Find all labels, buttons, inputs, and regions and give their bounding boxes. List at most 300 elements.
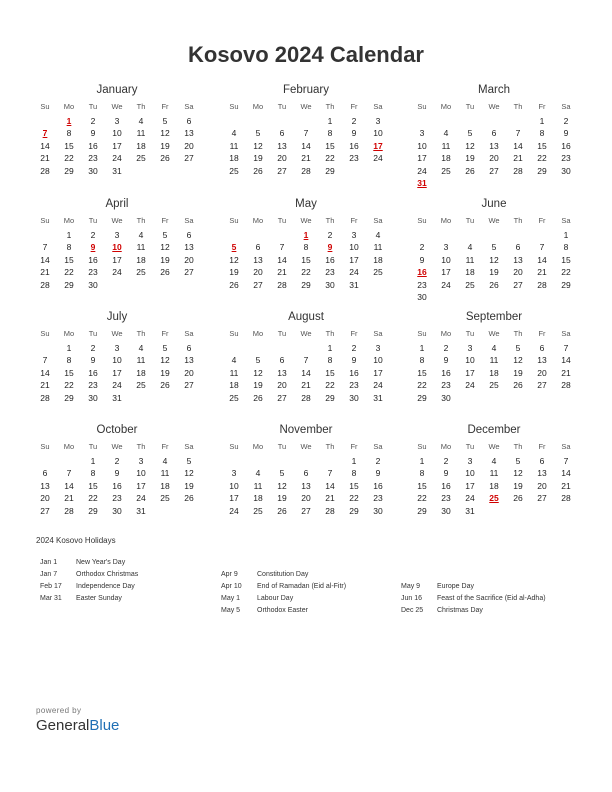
day-blank	[482, 115, 506, 127]
weekday-header: We	[111, 216, 123, 225]
day-cell: 26	[184, 493, 194, 504]
weekday-header: Th	[513, 216, 523, 225]
day-cell: 8	[563, 242, 569, 253]
day-cell: 15	[301, 254, 311, 265]
holidays-title: 2024 Kosovo Holidays	[36, 536, 116, 545]
weekday-header: Tu	[277, 442, 287, 451]
day-cell: 14	[64, 480, 74, 491]
day-cell: 12	[160, 355, 170, 366]
day-cell: 9	[90, 355, 96, 366]
day-cell: 4	[375, 230, 381, 240]
holiday-day-cell: 17	[373, 140, 383, 151]
day-cell: 6	[491, 128, 497, 139]
day-blank	[222, 115, 246, 127]
day-cell: 3	[419, 128, 425, 139]
holiday-day-cell: 9	[327, 242, 333, 253]
day-cell: 6	[186, 343, 192, 353]
day-cell: 24	[465, 380, 475, 391]
holiday-name: Orthodox Easter	[257, 607, 308, 614]
day-cell: 23	[88, 153, 98, 164]
day-cell: 11	[136, 128, 146, 139]
weekday-header: We	[300, 102, 312, 111]
day-cell: 17	[373, 367, 383, 378]
holiday-date: Apr 9	[221, 571, 238, 578]
day-cell: 14	[40, 140, 50, 151]
day-cell: 24	[136, 493, 146, 504]
day-cell: 23	[112, 493, 122, 504]
weekday-header: Mo	[63, 216, 75, 225]
day-cell: 22	[88, 493, 98, 504]
day-cell: 16	[349, 140, 359, 151]
day-cell: 10	[465, 355, 475, 366]
month-days-grid	[222, 98, 390, 177]
weekday-header: Tu	[88, 102, 98, 111]
day-cell: 25	[229, 165, 239, 176]
day-cell: 4	[467, 242, 473, 253]
weekday-header: Su	[417, 442, 427, 451]
day-blank	[246, 342, 270, 354]
day-cell: 11	[489, 468, 499, 479]
day-cell: 24	[112, 267, 122, 278]
weekday-header: Th	[513, 442, 523, 451]
day-cell: 12	[253, 140, 263, 151]
day-blank	[294, 115, 318, 127]
day-cell: 22	[64, 380, 74, 391]
day-cell: 19	[229, 267, 239, 278]
holiday-row	[401, 581, 546, 593]
day-cell: 29	[64, 165, 74, 176]
day-cell: 17	[349, 254, 359, 265]
day-cell: 29	[64, 392, 74, 403]
holiday-day-cell: 31	[417, 177, 427, 188]
weekday-header: Sa	[373, 442, 383, 451]
day-cell: 1	[66, 343, 72, 353]
day-cell: 2	[90, 230, 96, 240]
day-cell: 21	[513, 153, 523, 164]
month-august	[222, 309, 390, 404]
day-cell: 29	[88, 505, 98, 516]
day-cell: 6	[515, 242, 521, 253]
day-blank	[222, 455, 246, 467]
day-cell: 17	[112, 254, 122, 265]
day-cell: 11	[229, 367, 239, 378]
day-cell: 13	[537, 355, 547, 366]
day-cell: 26	[489, 279, 499, 290]
day-cell: 9	[419, 254, 425, 265]
weekday-header: Fr	[350, 442, 358, 451]
day-blank	[33, 455, 57, 467]
day-cell: 20	[513, 267, 523, 278]
month-name: November	[279, 424, 333, 436]
day-cell: 8	[419, 355, 425, 366]
day-cell: 16	[373, 480, 383, 491]
day-cell: 4	[162, 456, 168, 466]
weekday-header: Sa	[561, 329, 571, 338]
weekday-header: We	[111, 102, 123, 111]
day-cell: 24	[229, 505, 239, 516]
day-cell: 2	[351, 343, 357, 353]
day-cell: 24	[441, 279, 451, 290]
day-cell: 17	[465, 480, 475, 491]
day-cell: 7	[279, 242, 285, 253]
day-cell: 12	[160, 242, 170, 253]
weekday-header: Su	[417, 329, 427, 338]
holiday-date: May 1	[221, 595, 241, 602]
holiday-name: Constitution Day	[257, 571, 309, 578]
day-cell: 2	[351, 116, 357, 126]
day-cell: 16	[325, 254, 335, 265]
day-cell: 3	[467, 456, 473, 466]
holiday-date: May 5	[221, 607, 241, 614]
day-cell: 30	[561, 165, 571, 176]
day-cell: 15	[561, 254, 571, 265]
weekday-header: Tu	[465, 329, 475, 338]
day-cell: 22	[349, 493, 359, 504]
day-cell: 12	[160, 128, 170, 139]
month-march	[410, 82, 578, 189]
weekday-header: Mo	[252, 216, 264, 225]
day-cell: 21	[40, 153, 50, 164]
day-cell: 2	[90, 343, 96, 353]
day-cell: 29	[561, 279, 571, 290]
holiday-date: Jun 16	[401, 595, 423, 602]
day-cell: 15	[325, 367, 335, 378]
day-cell: 4	[491, 343, 497, 353]
day-cell: 16	[561, 140, 571, 151]
weekday-header: Fr	[350, 216, 358, 225]
day-cell: 18	[489, 367, 499, 378]
weekday-header: Tu	[465, 442, 475, 451]
day-blank	[410, 229, 434, 241]
day-cell: 27	[184, 380, 194, 391]
day-cell: 13	[184, 128, 194, 139]
day-cell: 27	[40, 505, 50, 516]
day-cell: 28	[40, 165, 50, 176]
weekday-header: We	[111, 329, 123, 338]
day-cell: 10	[229, 480, 239, 491]
holiday-day-cell: 1	[66, 116, 72, 126]
day-cell: 21	[561, 480, 571, 491]
day-cell: 19	[253, 153, 263, 164]
day-cell: 11	[136, 242, 146, 253]
weekday-header: Fr	[161, 329, 169, 338]
day-cell: 16	[441, 480, 451, 491]
powered-by-text: powered by	[36, 706, 82, 715]
day-blank	[434, 115, 458, 127]
day-cell: 1	[539, 116, 545, 126]
day-cell: 26	[465, 165, 475, 176]
weekday-header: We	[300, 442, 312, 451]
day-cell: 12	[184, 468, 194, 479]
day-cell: 27	[537, 380, 547, 391]
holiday-name: Feast of the Sacrifice (Eid al-Adha)	[437, 595, 546, 602]
holiday-date: Apr 10	[221, 583, 242, 590]
day-cell: 16	[441, 367, 451, 378]
day-cell: 18	[136, 140, 146, 151]
day-blank	[482, 229, 506, 241]
day-cell: 21	[537, 267, 547, 278]
holiday-name: Christmas Day	[437, 607, 483, 614]
day-blank	[57, 455, 81, 467]
day-cell: 23	[88, 267, 98, 278]
day-cell: 8	[327, 355, 333, 366]
logo-general-text: General	[36, 717, 90, 734]
holiday-name: Easter Sunday	[76, 595, 122, 602]
day-cell: 22	[417, 380, 427, 391]
day-cell: 17	[112, 140, 122, 151]
weekday-header: Su	[40, 329, 50, 338]
day-cell: 7	[303, 128, 309, 139]
generalblue-logo[interactable]	[36, 717, 119, 734]
day-cell: 31	[465, 505, 475, 516]
day-cell: 13	[184, 242, 194, 253]
day-cell: 29	[325, 165, 335, 176]
day-cell: 28	[40, 279, 50, 290]
day-blank	[434, 229, 458, 241]
month-april	[33, 196, 201, 291]
day-blank	[458, 229, 482, 241]
day-cell: 7	[515, 128, 521, 139]
day-cell: 24	[373, 153, 383, 164]
day-cell: 18	[229, 380, 239, 391]
weekday-header: We	[488, 102, 500, 111]
day-cell: 31	[112, 392, 122, 403]
day-cell: 25	[489, 380, 499, 391]
day-cell: 14	[301, 140, 311, 151]
day-cell: 26	[160, 267, 170, 278]
day-cell: 23	[349, 380, 359, 391]
holiday-row	[40, 593, 138, 605]
day-cell: 25	[441, 165, 451, 176]
day-cell: 23	[373, 493, 383, 504]
day-cell: 12	[465, 140, 475, 151]
weekday-header: We	[111, 442, 123, 451]
day-cell: 25	[373, 267, 383, 278]
weekday-header: Th	[325, 216, 335, 225]
day-blank	[294, 455, 318, 467]
day-cell: 17	[112, 367, 122, 378]
holiday-row	[40, 557, 138, 569]
day-cell: 7	[563, 343, 569, 353]
day-cell: 29	[325, 392, 335, 403]
day-cell: 3	[114, 230, 120, 240]
day-cell: 5	[279, 468, 285, 479]
day-cell: 3	[114, 116, 120, 126]
day-cell: 3	[231, 468, 237, 479]
day-cell: 14	[325, 480, 335, 491]
day-blank	[246, 115, 270, 127]
day-cell: 30	[441, 392, 451, 403]
weekday-header: Sa	[184, 442, 194, 451]
weekday-header: Sa	[373, 216, 383, 225]
day-cell: 28	[325, 505, 335, 516]
day-blank	[294, 342, 318, 354]
holiday-list-column-1	[40, 557, 138, 605]
holiday-day-cell: 7	[42, 128, 48, 139]
day-cell: 6	[42, 468, 48, 479]
month-name: June	[481, 198, 507, 210]
day-cell: 30	[373, 505, 383, 516]
day-cell: 27	[277, 165, 287, 176]
day-cell: 25	[465, 279, 475, 290]
day-cell: 29	[417, 505, 427, 516]
day-blank	[246, 229, 270, 241]
weekday-header: Tu	[88, 329, 98, 338]
day-cell: 3	[467, 343, 473, 353]
month-november	[222, 422, 390, 517]
day-cell: 28	[537, 279, 547, 290]
day-cell: 27	[537, 493, 547, 504]
day-cell: 15	[88, 480, 98, 491]
day-cell: 10	[441, 254, 451, 265]
weekday-header: Tu	[88, 442, 98, 451]
weekday-header: Mo	[63, 102, 75, 111]
day-cell: 1	[90, 456, 96, 466]
day-cell: 31	[349, 279, 359, 290]
day-cell: 22	[417, 493, 427, 504]
day-cell: 12	[513, 468, 523, 479]
day-cell: 8	[90, 468, 96, 479]
day-cell: 24	[465, 493, 475, 504]
month-name: October	[96, 424, 138, 436]
weekday-header: Sa	[561, 216, 571, 225]
day-cell: 13	[277, 140, 287, 151]
day-cell: 20	[184, 254, 194, 265]
day-cell: 2	[90, 116, 96, 126]
day-cell: 12	[277, 480, 287, 491]
day-cell: 22	[325, 380, 335, 391]
weekday-header: Su	[229, 442, 239, 451]
day-cell: 8	[66, 128, 72, 139]
day-cell: 21	[301, 153, 311, 164]
day-cell: 20	[184, 367, 194, 378]
day-cell: 22	[301, 267, 311, 278]
day-blank	[222, 342, 246, 354]
weekday-header: Th	[513, 329, 523, 338]
day-cell: 14	[40, 254, 50, 265]
weekday-header: We	[300, 216, 312, 225]
day-cell: 31	[136, 505, 146, 516]
day-cell: 27	[253, 279, 263, 290]
day-cell: 29	[301, 279, 311, 290]
day-cell: 24	[349, 267, 359, 278]
day-cell: 6	[279, 128, 285, 139]
day-cell: 23	[349, 153, 359, 164]
day-cell: 30	[88, 279, 98, 290]
weekday-header: Sa	[373, 329, 383, 338]
day-cell: 28	[64, 505, 74, 516]
weekday-header: Th	[136, 102, 146, 111]
day-cell: 31	[112, 165, 122, 176]
day-cell: 26	[229, 279, 239, 290]
day-blank	[318, 455, 342, 467]
day-cell: 22	[64, 153, 74, 164]
day-cell: 2	[375, 456, 381, 466]
day-cell: 13	[489, 140, 499, 151]
day-blank	[410, 115, 434, 127]
day-cell: 19	[160, 254, 170, 265]
month-name: May	[295, 198, 317, 210]
holiday-name: Independence Day	[76, 583, 135, 590]
day-cell: 3	[443, 242, 449, 253]
holiday-day-cell: 5	[231, 242, 237, 253]
day-cell: 28	[513, 165, 523, 176]
day-cell: 14	[537, 254, 547, 265]
weekday-header: We	[488, 442, 500, 451]
day-cell: 11	[441, 140, 451, 151]
day-blank	[458, 115, 482, 127]
month-july	[33, 309, 201, 404]
day-cell: 25	[253, 505, 263, 516]
month-december	[410, 422, 578, 517]
day-cell: 3	[351, 230, 357, 240]
holiday-day-cell: 9	[90, 242, 96, 253]
day-cell: 1	[66, 230, 72, 240]
day-cell: 10	[417, 140, 427, 151]
month-days-grid	[410, 325, 578, 404]
weekday-header: Fr	[538, 216, 546, 225]
day-cell: 4	[231, 128, 237, 139]
day-cell: 17	[417, 153, 427, 164]
weekday-header: Tu	[88, 216, 98, 225]
day-cell: 18	[136, 367, 146, 378]
holiday-row	[401, 605, 546, 617]
day-cell: 18	[465, 267, 475, 278]
day-cell: 21	[64, 493, 74, 504]
day-cell: 7	[42, 242, 48, 253]
day-cell: 27	[277, 392, 287, 403]
day-cell: 10	[112, 355, 122, 366]
day-cell: 8	[539, 128, 545, 139]
weekday-header: We	[488, 329, 500, 338]
day-cell: 23	[325, 267, 335, 278]
day-cell: 10	[136, 468, 146, 479]
day-cell: 26	[277, 505, 287, 516]
day-cell: 2	[443, 343, 449, 353]
day-cell: 3	[375, 343, 381, 353]
weekday-header: Su	[229, 102, 239, 111]
day-cell: 10	[373, 355, 383, 366]
weekday-header: Th	[136, 329, 146, 338]
day-cell: 6	[186, 230, 192, 240]
day-cell: 26	[253, 165, 263, 176]
day-cell: 28	[561, 380, 571, 391]
day-cell: 5	[255, 355, 261, 366]
day-cell: 19	[489, 267, 499, 278]
day-cell: 14	[277, 254, 287, 265]
month-october	[33, 422, 201, 517]
holiday-date: Dec 25	[401, 607, 424, 614]
day-cell: 22	[561, 267, 571, 278]
weekday-header: Tu	[277, 216, 287, 225]
day-cell: 9	[351, 355, 357, 366]
weekday-header: Fr	[161, 216, 169, 225]
day-cell: 18	[136, 254, 146, 265]
day-cell: 7	[539, 242, 545, 253]
day-cell: 9	[443, 355, 449, 366]
weekday-header: Su	[417, 216, 427, 225]
day-cell: 15	[537, 140, 547, 151]
day-cell: 21	[561, 367, 571, 378]
day-cell: 11	[229, 140, 239, 151]
day-cell: 17	[136, 480, 146, 491]
holiday-name: Orthodox Christmas	[76, 571, 139, 578]
month-january	[33, 82, 201, 177]
day-cell: 5	[515, 456, 521, 466]
day-cell: 21	[325, 493, 335, 504]
day-cell: 3	[138, 456, 144, 466]
day-cell: 9	[563, 128, 569, 139]
